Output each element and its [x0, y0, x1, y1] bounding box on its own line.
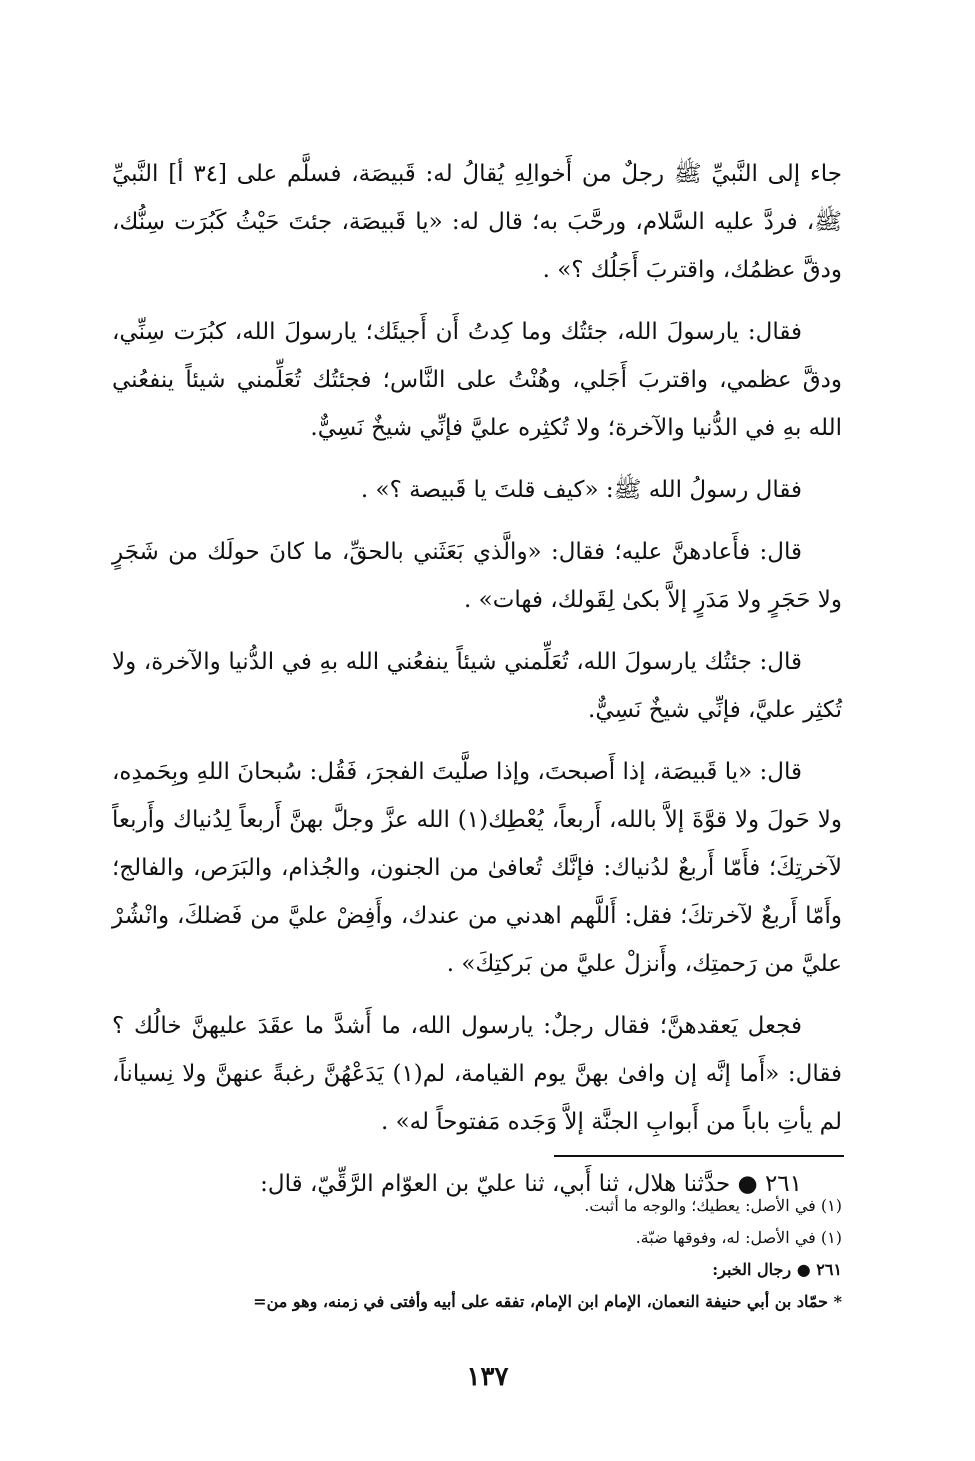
paragraph-3: فقال رسولُ الله ﷺ: «كيف قلتَ يا قَبيصة ؟» . — [360, 477, 802, 503]
paragraph-8-hadith-261: ٢٦١ ● حدَّثنا هلال، ثنا أَبي، ثنا عليّ بن العوّام الرَّقِّيّ، قال: — [260, 1171, 802, 1197]
paragraph-5: قال: جئتُك يارسولَ الله، تُعَلِّمني شيئاً ينفعُني الله بهِ في الدُّنيا والآخرة، ولا تُكثِر عليَّ، فإنِّي شيخٌ نَسِيٌّ. — [112, 649, 842, 723]
main-text — [112, 150, 842, 1222]
footnote-1: (١) في الأصل: يعطيك؛ والوجه ما أثبت. — [584, 1196, 842, 1215]
paragraph-1: جاء إلى النَّبيِّ ﷺ رجلٌ من أَخوالِهِ يُقالُ له: قَبيصَة، فسلَّم على [٣٤ أ] النَّبيِّ ﷺ، فردَّ عليه السَّلام، ورحَّبَ به؛ قال له: «يا قَبيصَة، جئتَ حَيْثُ كَبُرَت سِنُّك، ودقَّ عظمُك، واقتربَ أَجَلُك ؟» . — [112, 161, 842, 283]
paragraph-7: فجعل يَعقدهنَّ؛ فقال رجلٌ: يارسول الله، ما أَشدَّ ما عقَدَ عليهنَّ خالُك ؟ فقال: «أَما إنَّه إن وافىٰ بهنَّ يوم القيامة، لم(١) يَدَعْهُنَّ رغبةً عنهنَّ ولا نِسياناً، لم يأتِ باباً من أَبوابِ الجنَّة إلاَّ وَجَده مَفتوحاً له» . — [112, 1013, 842, 1135]
paragraph-4: قال: فأَعادهنَّ عليه؛ فقال: «والَّذي بَعَثَني بالحقِّ، ما كانَ حولَك من شَجَرٍ ولا حَجَرٍ ولا مَدَرٍ إلاَّ بكىٰ لِقَولك، فهات» . — [112, 539, 842, 613]
footnotes — [110, 1190, 842, 1318]
footnote-narrators-heading: ٢٦١ ● رجال الخبر: — [712, 1260, 842, 1279]
page-number: ١٣٧ — [466, 1362, 509, 1392]
paragraph-2: فقال: يارسولَ الله، جئتُك وما كِدتُ أَن أَجيئَك؛ يارسولَ الله، كبُرَت سِنِّي، ودقَّ عظمي، واقتربَ أَجَلي، وهُنْتُ على النَّاس؛ فجئتُك تُعَلِّمني شيئاً ينفعُني الله بهِ في الدُّنيا والآخرة؛ ولا تُكثِره عليَّ فإنِّي شيخٌ نَسِيٌّ. — [112, 319, 842, 441]
paragraph-6: قال: «يا قَبيصَة، إذا أَصبحتَ، وإذا صلَّيتَ الفجرَ، فَقُل: سُبحانَ اللهِ وبِحَمدِه، ولا حَولَ ولا قوَّةَ إلاَّ بالله، أَربعاً، يُعْطِك(١) الله عزَّ وجلَّ بهنَّ أَربعاً لِدُنياك وأَربعاً لآخرتِكَ؛ فأَمّا أَربعٌ لدُنياك: فإنَّك تُعافىٰ من الجنون، والجُذام، والبَرَص، والفالج؛ وأَمّا أَربعٌ لآخرتكَ؛ فقل: أَللَّهم اهدني من عندك، وأَفِضْ عليَّ من فَضلكَ، وانْشُرْ عليَّ من رَحمتِك، وأَنزلْ عليَّ من بَركتِكَ» . — [112, 759, 842, 977]
footnote-narrator-entry: * حمّاد بن أبي حنيفة النعمان، الإمام ابن الإمام، تفقه على أبيه وأفتى في زمنه، وهو من= — [253, 1292, 842, 1311]
footnote-divider — [554, 1155, 844, 1157]
footnote-2: (١) في الأصل: له، وفوقها ضبّة. — [635, 1228, 842, 1247]
